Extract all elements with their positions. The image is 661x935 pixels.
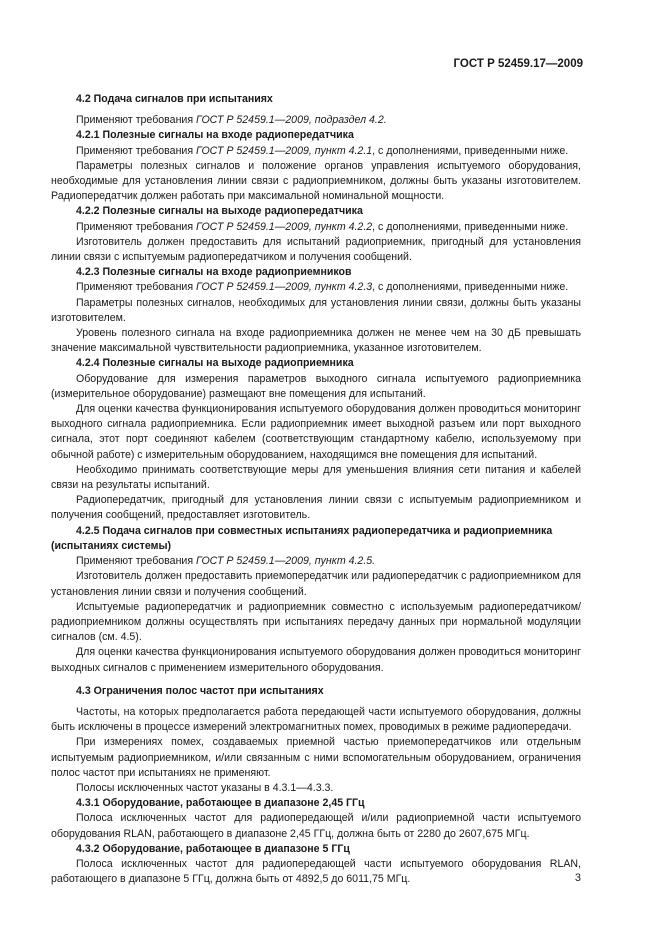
subsection-heading: 4.3.2 Оборудование, работающее в диапазоне 5 ГГц [76, 842, 350, 855]
document-header: ГОСТ Р 52459.17—2009 [453, 58, 583, 70]
paragraph [51, 857, 581, 887]
paragraph [51, 220, 581, 235]
paragraph [51, 600, 581, 646]
paragraph [51, 554, 581, 569]
section-heading: 4.3 Ограничения полос частот при испытаниях [76, 684, 324, 697]
paragraph [51, 159, 581, 205]
paragraph-text: Полоса исключенных частот для радиопередающей и/или радиоприемной части испытуемого оборудования RLAN, работающего в диапазоне 2,45 ГГц, должна быть от 2280 до 2607,675 МГц. [51, 812, 581, 840]
paragraph [51, 781, 581, 796]
paragraph-text: Применяют требования [76, 144, 197, 157]
paragraph-text: Частоты, на которых предполагается работа передающей части испытуемого оборудования, должны быть исключены в процессе измерений электромагнитных помех, проводимых в режиме радиопередачи. [51, 705, 581, 734]
paragraph [51, 113, 581, 128]
paragraph-text: Оборудование для измерения параметров выходного сигнала испытуемого радиоприемника (измерительное оборудование) размещают вне помещения для испытаний. [51, 372, 581, 400]
paragraph-text: Применяют требования [76, 220, 197, 233]
paragraph [51, 280, 581, 295]
paragraph-text: Параметры полезных сигналов, необходимых для установления линии связи, должны быть указаны изготовителем. [51, 296, 581, 324]
paragraph [51, 326, 581, 356]
page-number: 3 [574, 872, 581, 884]
reference-text: ГОСТ Р 52459.1—2009, пункт 4.2.3 [196, 281, 373, 294]
reference-text: ГОСТ Р 52459.1—2009, подраздел 4.2. [196, 114, 387, 127]
document-body [51, 92, 581, 887]
subsection-heading: 4.2.4 Полезные сигналы на выходе радиоприемника [76, 357, 354, 370]
paragraph-text: , с дополнениями, приведенными ниже. [372, 220, 569, 233]
paragraph-text: Применяют требования [76, 555, 197, 568]
paragraph [51, 463, 581, 493]
reference-text: ГОСТ Р 52459.1—2009, пункт 4.2.2 [196, 220, 373, 233]
paragraph-text: Необходимо принимать соответствующие меры для уменьшения влияния сети питания и кабелей связи на результаты испытаний. [51, 463, 581, 492]
paragraph [51, 372, 581, 402]
paragraph-text: Радиопередатчик, пригодный для установления линии связи с испытуемым радиоприемником и получения сообщений, предоставляет изготовитель. [51, 494, 581, 522]
subsection-heading: 4.2.5 Подача сигналов при совместных испытаниях радиопередатчика и радиоприемника (испытаниях системы) [51, 524, 553, 552]
paragraph [51, 296, 581, 326]
paragraph-text: Уровень полезного сигнала на входе радиоприемника должен не менее чем на 30 дБ превышать значение максимальной чувствительности радиоприемника, указанное изготовителем. [51, 327, 581, 355]
reference-text: ГОСТ Р 52459.1—2009, пункт 4.2.1 [196, 144, 373, 157]
paragraph [51, 144, 581, 159]
subsection-heading: 4.2.3 Полезные сигналы на входе радиоприемников [76, 266, 352, 279]
paragraph [51, 705, 581, 735]
subsection-heading: 4.2.1 Полезные сигналы на входе радиопередатчика [76, 129, 354, 142]
paragraph [51, 645, 581, 675]
paragraph [51, 402, 581, 463]
paragraph [51, 811, 581, 841]
paragraph-text: Полосы исключенных частот указаны в 4.3.1—4.3.3. [76, 781, 334, 794]
paragraph-text: Испытуемые радиопередатчик и радиоприемник совместно с используемым радиопередатчиком/радиоприемником должны осуществлять при испытаниях передачу данных при нормальной модуляции сигналов (см. 4.5). [51, 600, 581, 644]
section-heading: 4.2 Подача сигналов при испытаниях [76, 93, 273, 105]
reference-text: ГОСТ Р 52459.1—2009, пункт 4.2.5. [196, 555, 376, 568]
paragraph [51, 493, 581, 523]
paragraph-text: Полоса исключенных частот для радиопередающей части испытуемого оборудования RLAN, работающего в диапазоне 5 ГГц, должна быть от 4892,5 до 6011,75 МГц. [51, 857, 581, 886]
paragraph-text: При измерениях помех, создаваемых приемной частью приемопередатчиков или отдельным испытуемым радиоприемником, и/или связанным с ними вспомогательным оборудованием, ограничения полос частот при испытаниях не применяют. [51, 736, 581, 779]
paragraph-text: Параметры полезных сигналов и положение органов управления испытуемого оборудования, необходимые для установления линии связи с радиоприемником, должны быть указаны изготовителем. Радиопередатчик должен работать при максимальной номинальной мощности. [51, 159, 581, 203]
paragraph-text: , с дополнениями, приведенными ниже. [372, 144, 569, 157]
subsection-heading: 4.3.1 Оборудование, работающее в диапазоне 2,45 ГГц [76, 797, 365, 810]
paragraph [51, 569, 581, 599]
paragraph-text: Для оценки качества функционирования испытуемого оборудования должен проводиться мониторинг выходного сигнала радиоприемника. Если радиоприемник имеет выходной разъем или порт выходного сигнала, этот порт соединяют кабелем (соответствующим стандартному кабелю, используемому при обычной работе) с измерительным оборудованием, находящимся вне помещения для испытаний. [51, 403, 581, 461]
paragraph [51, 735, 581, 781]
paragraph-text: Изготовитель должен предоставить приемопередатчик или радиопередатчик с радиоприемником для установления линии связи и получения сообщений. [51, 570, 581, 598]
paragraph-text: Применяют требования [76, 281, 197, 294]
paragraph-text: , с дополнениями, приведенными ниже. [372, 281, 569, 294]
paragraph-text: Изготовитель должен предоставить для испытаний радиоприемник, пригодный для установления линии связи с испытуемым радиопередатчиком и получения сообщений. [51, 235, 581, 264]
paragraph-text: Для оценки качества функционирования испытуемого оборудования должен проводиться мониторинг выходных сигналов с применением измерительного оборудования. [51, 646, 581, 674]
subsection-heading: 4.2.2 Полезные сигналы на выходе радиопередатчика [76, 205, 363, 218]
paragraph [51, 235, 581, 265]
paragraph-text: Применяют требования [76, 114, 197, 127]
